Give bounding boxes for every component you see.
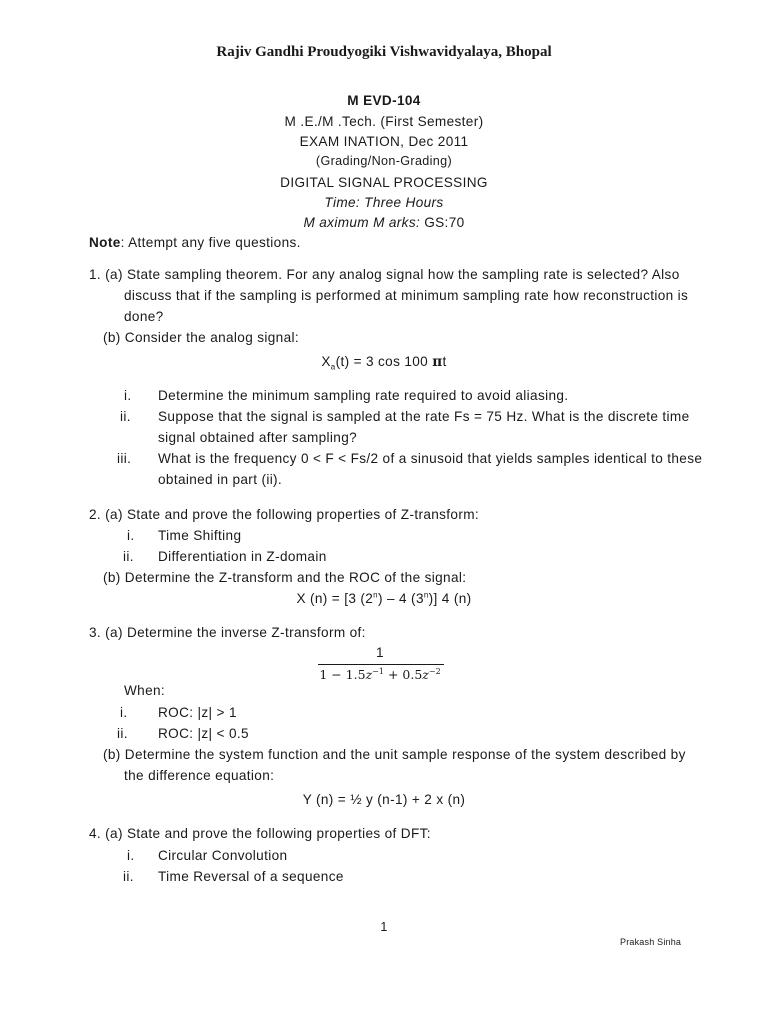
q1-a-line1: 1. (a) State sampling theorem. For any analog signal how the sampling rate is selected? Also [89,267,680,282]
q4-item-num: ii. [123,869,134,884]
programme: M .E./M .Tech. (First Semester) [284,114,484,129]
q3-item-text: ROC: |z| > 1 [158,705,237,720]
fraction-denominator: $1 - 1.5z^{-1} + 0.5z^{-2}$ [319,666,441,682]
note-text: : Attempt any five questions. [120,235,301,250]
q1-equation: $X_a(t) = 3$ cos 100 πt [321,354,447,372]
q2-item-text: Time Shifting [158,528,242,543]
page-number: 1 [380,920,388,934]
fraction-numerator: 1 [376,645,384,660]
marks-value: GS:70 [420,215,465,230]
q4-a-line: 4. (a) State and prove the following properties of DFT: [89,826,431,841]
q3-b-line1: (b) Determine the system function and the unit sample response of the system described by [103,747,686,762]
q3-a-line: 3. (a) Determine the inverse Z-transform of: [89,625,366,640]
q1-item-text-cont: signal obtained after sampling? [158,430,358,445]
q2-b-line: (b) Determine the Z-transform and the ROC of the signal: [103,570,467,585]
q1-item-num: i. [124,388,132,403]
q1-item-num: iii. [117,451,132,466]
exam-session: EXAM INATION, Dec 2011 [299,134,469,149]
q3-item-text: ROC: |z| < 0.5 [158,726,249,741]
q2-item-text: Differentiation in Z-domain [158,549,327,564]
q3-item-num: ii. [117,726,128,741]
maximum-marks [0,216,768,230]
q1-item-text-cont: obtained in part (ii). [158,472,283,487]
q1-a-line3: done? [124,309,164,324]
q4-item-text: Time Reversal of a sequence [158,869,344,884]
q3-fraction [300,645,460,685]
q1-item-text: What is the frequency 0 < F < Fs/2 of a sinusoid that yields samples identical to these [158,451,703,466]
grading: (Grading/Non-Grading) [315,154,453,168]
university-name: Rajiv Gandhi Proudyogiki Vishwavidyalaya, Bhopal [216,44,552,60]
q2-item-num: ii. [123,549,134,564]
q2-item-num: i. [127,528,135,543]
q1-item-text: Suppose that the signal is sampled at the rate Fs = 75 Hz. What is the discrete time [158,409,690,424]
q3-equation: Y (n) = ½ y (n-1) + 2 x (n) [302,792,466,807]
q4-item-num: i. [127,848,135,863]
subject-title: DIGITAL SIGNAL PROCESSING [280,175,488,190]
q4-item-text: Circular Convolution [158,848,288,863]
footer-author: Prakash Sinha [620,937,682,947]
q1-item-num: ii. [120,409,131,424]
marks-label: M aximum M arks: [303,215,421,230]
q1-item-text: Determine the minimum sampling rate required to avoid aliasing. [158,388,569,403]
note-label: Note [89,235,121,250]
fraction-bar [318,664,444,665]
q2-equation: X (n) = [3 (2$^n$) – 4 (3$^n$)] 4 (n) [296,590,472,606]
q3-b-line2: the difference equation: [124,768,275,783]
q1-a-line2: discuss that if the sampling is performed at minimum sampling rate how reconstruction is [124,288,689,303]
paper-code: M EVD-104 [347,93,421,108]
q1-b-intro: (b) Consider the analog signal: [103,330,299,345]
q3-when: When: [124,683,166,698]
q2-a-line: 2. (a) State and prove the following properties of Z-transform: [89,507,480,522]
note [89,236,301,250]
time-allowed: Time: Three Hours [324,195,444,210]
q3-item-num: i. [120,705,128,720]
